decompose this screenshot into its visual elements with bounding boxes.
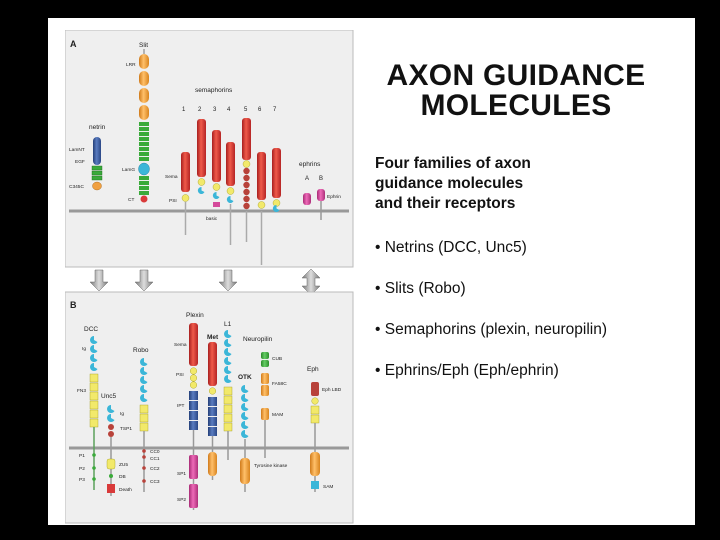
bullet-item: • Ephrins/Eph (Eph/ephrin) [375, 361, 607, 381]
panel-b-letter: B [70, 300, 77, 310]
subtitle-line: Four families of axon [375, 155, 531, 172]
fn3-label: FN3 [77, 389, 87, 394]
eph-lbd-label: Eph LBD [322, 388, 342, 393]
semaphorins-label: semaphorins [195, 87, 233, 94]
egf-label: EGF [75, 160, 85, 165]
sp1-label: SP1 [177, 472, 187, 477]
p2-label: P2 [79, 467, 85, 472]
plexin-ipt-label: IPT [177, 404, 185, 409]
sp2-label: SP2 [177, 498, 187, 503]
lrr-label: LRR [126, 63, 136, 68]
lamnt-label: LamNT [69, 148, 85, 153]
eph-label: Eph [307, 366, 319, 373]
ephrins-label: ephrins [299, 161, 321, 168]
c345c-label: C345C [69, 185, 84, 190]
sema-number: 6 [258, 107, 262, 113]
slit-label: Slit [139, 42, 149, 49]
sema-number: 1 [182, 107, 186, 113]
ig2-label: Ig [120, 412, 125, 417]
tsp1-label: TSP1 [120, 427, 132, 432]
panel-a [65, 30, 353, 267]
subtitle-line: guidance molecules [375, 175, 524, 192]
sam-label: SAM [323, 485, 334, 490]
dcc-label: DCC [84, 326, 99, 333]
basic-domain-label: basic [206, 217, 218, 222]
mam-label: MAM [272, 413, 284, 418]
subtitle-line: and their receptors [375, 195, 516, 212]
ct-label: CT [128, 198, 135, 203]
netrin-label: netrin [89, 124, 106, 131]
bullet-item: • Netrins (DCC, Unc5) [375, 238, 607, 258]
cc0-label: CC0 [150, 450, 160, 455]
ephrin-b-label: B [319, 176, 324, 182]
plexin-label: Plexin [186, 312, 204, 319]
double-arrow [302, 269, 320, 295]
cub-label: CUB [272, 357, 283, 362]
bullet-item: • Slits (Robo) [375, 279, 607, 299]
cc3-label: CC3 [150, 480, 160, 485]
plexin-psi-label: PSI [176, 373, 184, 378]
cc1-label: CC1 [150, 457, 160, 462]
tyrosine-kinase-label: Tyrosine kinase [254, 464, 288, 469]
unc5-label: Unc5 [101, 393, 117, 400]
down-arrow [90, 270, 108, 291]
down-arrow [219, 270, 237, 291]
sema-number: 7 [273, 107, 277, 113]
ephrin-domain-label: Ephrin [327, 195, 341, 200]
fa58c-label: FA58C [272, 382, 287, 387]
bullet-item: • Semaphorins (plexin, neuropilin) [375, 320, 607, 340]
psi-domain-label: PSI [169, 199, 177, 204]
sema-number: 2 [198, 107, 202, 113]
p3-label: P3 [79, 478, 85, 483]
neuropilin-label: Neuropilin [243, 336, 273, 343]
slide [48, 18, 695, 525]
plexin-sema-label: Sema [174, 343, 187, 348]
robo-label: Robo [133, 347, 149, 354]
ephrin-a-label: A [305, 176, 310, 182]
title-line: AXON GUIDANCE [386, 59, 646, 92]
bullet-list [375, 238, 607, 402]
ig-label: Ig [82, 347, 87, 352]
down-arrow [135, 270, 153, 291]
otk-label: OTK [238, 374, 252, 381]
met-label: Met [207, 334, 219, 341]
zu5-label: ZU5 [119, 463, 129, 468]
lamg-label: LamG [122, 168, 136, 173]
slide-subtitle [375, 154, 635, 214]
slide-title [366, 61, 666, 121]
db-label: DB [119, 475, 126, 480]
title-line: MOLECULES [420, 89, 612, 122]
sema-number: 5 [244, 107, 248, 113]
axon-guidance-figure [65, 30, 355, 525]
cc2-label: CC2 [150, 467, 160, 472]
sema-domain-label: Sema [165, 175, 178, 180]
l1-label: L1 [224, 321, 232, 328]
sema-number: 3 [213, 107, 217, 113]
sema-number: 4 [227, 107, 231, 113]
arrows [90, 269, 320, 295]
p1-label: P1 [79, 454, 85, 459]
death-label: Death [119, 488, 132, 493]
panel-a-letter: A [70, 39, 77, 49]
